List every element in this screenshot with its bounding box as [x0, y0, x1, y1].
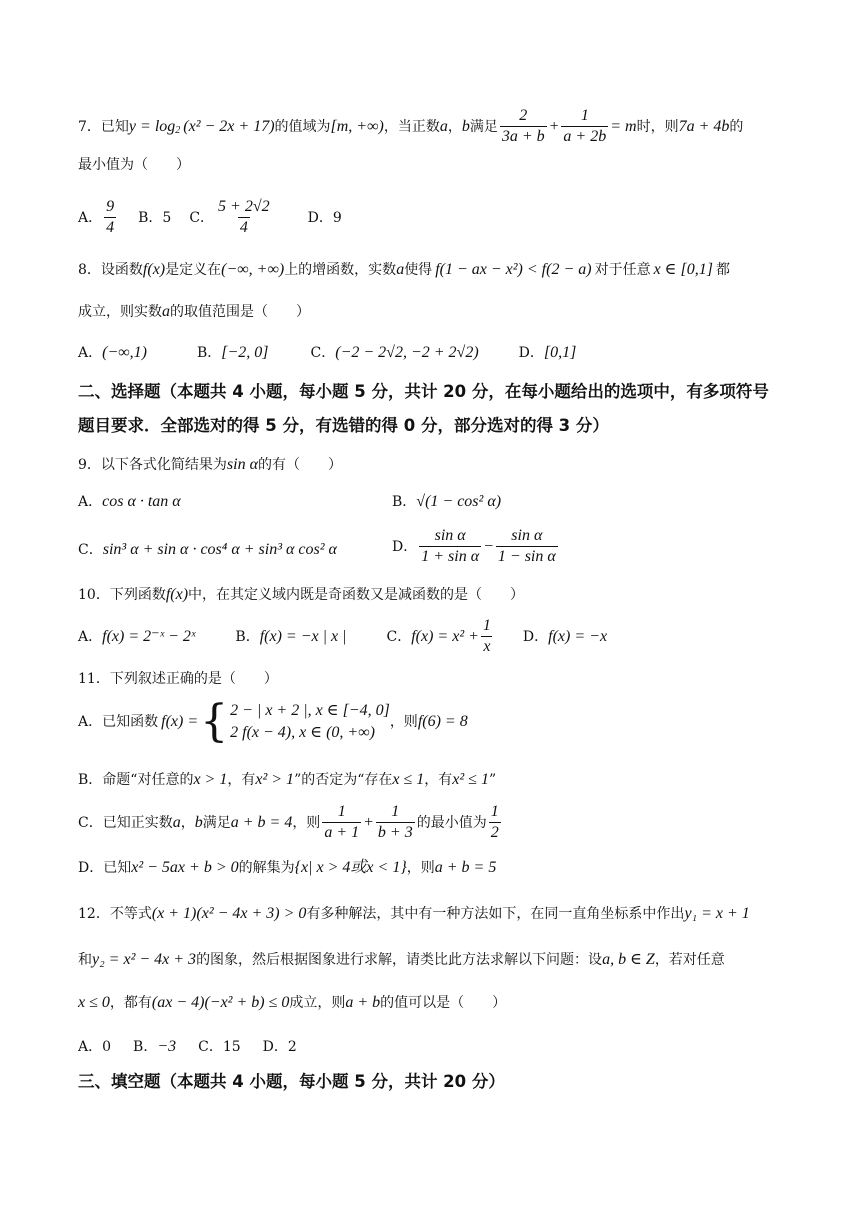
- math: a: [439, 117, 448, 135]
- text: C．已知正实数: [78, 814, 173, 831]
- option-c-label: C．: [310, 345, 336, 361]
- text: ，若对任意: [654, 952, 725, 968]
- math: = m: [610, 117, 637, 135]
- option-d: D．9: [307, 209, 342, 226]
- q12-stem-line1: [78, 906, 750, 922]
- math: a, b ∈ Z: [602, 951, 655, 968]
- text: 成立，则: [289, 995, 346, 1011]
- math: +: [548, 117, 560, 135]
- q8-options: [78, 345, 576, 361]
- option-b-label: B．: [133, 1039, 158, 1055]
- math: [m, +∞): [330, 117, 384, 135]
- q11-stem: [78, 672, 278, 686]
- case: 2 − | x + 2 |, x ∈ [−4, 0]: [230, 702, 390, 719]
- q10-stem: [78, 587, 524, 603]
- fraction: $\frac{\text{sin α}}{\text{1 − sin α}}$: [497, 527, 556, 565]
- option-b-label: B．: [235, 628, 260, 645]
- text: 10．下列函数: [78, 587, 166, 603]
- option-a: A．0: [78, 1039, 112, 1055]
- option-a-label: A．: [78, 494, 103, 510]
- math: f(x): [165, 586, 189, 603]
- math: y₁ = x + 1: [684, 905, 750, 922]
- text: 的图象，然后根据图象进行求解，请类比此方法求解以下问题：设: [196, 952, 603, 968]
- option-b: f(x) = −x | x |: [259, 627, 347, 645]
- text: 的: [729, 118, 744, 135]
- q11-option-c: [78, 804, 503, 841]
- q8-stem-line1: [78, 262, 730, 278]
- option-a-label: A．: [78, 628, 103, 645]
- q9-stem: [78, 457, 342, 473]
- math: (x + 1)(x² − 4x + 3) > 0: [151, 905, 307, 922]
- math: −: [483, 537, 494, 555]
- option-b-label: B．: [392, 494, 417, 510]
- math: {x| x > 4或x < 1}: [294, 859, 407, 876]
- math: x² ≤ 1: [452, 771, 489, 788]
- math: 7a + 4b: [678, 117, 730, 135]
- left-brace: {: [200, 696, 229, 747]
- text: B．命题“对任意的: [78, 772, 194, 788]
- option-c: C．15: [198, 1039, 241, 1055]
- text: 的解集为: [238, 860, 295, 876]
- math: f(x) =: [161, 713, 199, 730]
- text: D．已知: [78, 860, 132, 876]
- text: 满足: [469, 118, 498, 135]
- text: 的取值范围是（ ）: [170, 304, 310, 320]
- text: 12．不等式: [78, 906, 152, 922]
- q11-option-b: [78, 772, 496, 788]
- text: ”的否定为“存在: [294, 772, 393, 788]
- q9-option-c: [78, 542, 337, 558]
- math: y₂ = x² − 4x + 3: [92, 951, 197, 968]
- math: a: [172, 813, 181, 831]
- q9-option-b: [392, 494, 501, 510]
- text: 的最小值为: [416, 814, 487, 831]
- math: sin α: [226, 456, 258, 473]
- text: 有多种解法，其中有一种方法如下，在同一直角坐标系中作出: [306, 906, 685, 922]
- text: 满足: [202, 814, 231, 831]
- q9-option-d: [392, 528, 560, 565]
- math: (ax − 4)(−x² + b) ≤ 0: [151, 994, 290, 1011]
- option-a-label: A．: [78, 345, 103, 361]
- option-d-label: D．: [522, 628, 549, 645]
- text: ”: [488, 772, 497, 788]
- option-a: cos α · tan α: [102, 493, 181, 510]
- text: ，有: [227, 772, 256, 788]
- math: b: [461, 117, 470, 135]
- math: a: [162, 303, 170, 320]
- fraction: $\frac{1}{a + 1}$: [324, 803, 360, 841]
- option-d: [0,1]: [543, 344, 577, 361]
- fraction: $\frac{1}{x}$: [482, 617, 491, 655]
- fraction: $\frac{1}{b + 3}$: [377, 803, 413, 841]
- q11-option-a: [78, 696, 468, 747]
- text: 使得: [404, 262, 433, 278]
- q7-stem-line2: [78, 158, 190, 172]
- option-c-label: C．: [189, 209, 215, 226]
- math: b: [194, 813, 203, 831]
- option-c-label: C．: [78, 542, 103, 558]
- text: 的值域为: [274, 118, 331, 135]
- text: ，当正数: [383, 118, 440, 135]
- math: x ≤ 1: [392, 771, 425, 788]
- option-c-label: C．: [386, 628, 412, 645]
- fraction: $\frac{1}{2}$: [490, 803, 499, 841]
- q8-stem-line2: [78, 304, 310, 320]
- option-b-label: B．: [196, 345, 222, 361]
- text: 上的增函数，实数: [284, 262, 397, 278]
- option-c-value: $\frac{5 + 2√2}{4}$: [218, 198, 270, 236]
- q7-stem-line1: [78, 108, 743, 145]
- text: 9．以下各式化简结果为: [78, 457, 227, 473]
- math: a: [396, 261, 405, 278]
- text: 8．设函数: [78, 262, 143, 278]
- math: (−∞, +∞): [221, 261, 285, 278]
- math: x ≤ 0: [78, 994, 110, 1011]
- option-d-label: D．: [518, 345, 544, 361]
- math: +: [363, 813, 374, 831]
- fraction: $\frac{1}{a + 2b}$: [563, 107, 607, 145]
- option-a: (−∞,1): [102, 344, 147, 361]
- text: 是定义在: [165, 262, 222, 278]
- math: a + b = 4: [230, 813, 293, 831]
- option-a: f(x) = 2⁻ˣ − 2ˣ: [102, 627, 196, 645]
- text: ，则: [292, 814, 321, 831]
- q12-stem-line3: [78, 995, 506, 1011]
- option-c: sin³ α + sin α · cos⁴ α + sin³ α cos² α: [102, 541, 337, 558]
- math: a + b: [345, 994, 381, 1011]
- text: ，: [180, 814, 195, 831]
- section-heading-3: 三、填空题（本题共 4 小题，每小题 5 分，共计 20 分）: [78, 1072, 505, 1091]
- math: a + b = 5: [434, 859, 497, 876]
- q7-options: [78, 199, 342, 236]
- q12-options: [78, 1039, 297, 1055]
- text: A．已知函数: [78, 714, 159, 730]
- math: x² − 5ax + b > 0: [131, 859, 239, 876]
- math-sub: 2: [175, 124, 181, 136]
- math: f(6) = 8: [417, 713, 468, 730]
- text: 的值可以是（ ）: [380, 995, 507, 1011]
- text: 最小值为（ ）: [78, 157, 190, 173]
- option-c: (−2 − 2√2, −2 + 2√2): [335, 344, 479, 361]
- option-a-label: A．: [78, 209, 103, 226]
- text: 都: [715, 262, 730, 278]
- piecewise-cases: [230, 703, 390, 741]
- q11-option-d: [78, 860, 496, 876]
- math: y = log: [128, 117, 176, 135]
- q12-stem-line2: [78, 952, 725, 968]
- math: x > 1: [193, 771, 228, 788]
- option-d: f(x) = −x: [548, 627, 608, 645]
- math: f(1 − ax − x²) < f(2 − a): [435, 261, 592, 278]
- text: 的有（ ）: [258, 457, 342, 473]
- section-heading-line2: 题目要求．全部选对的得 5 分，有选错的得 0 分，部分选对的得 3 分）: [78, 416, 609, 435]
- math: (x² − 2x + 17): [183, 117, 275, 135]
- q10-options: [78, 618, 607, 655]
- text: ，: [447, 118, 462, 135]
- text: ，有: [424, 772, 453, 788]
- text: 7．已知: [78, 118, 129, 135]
- option-b: −3: [157, 1038, 177, 1055]
- text: 11．下列叙述正确的是（ ）: [78, 671, 278, 687]
- math: x ∈ [0,1]: [653, 261, 713, 278]
- case: 2 f(x − 4), x ∈ (0, +∞): [230, 724, 375, 741]
- option-b: [−2, 0]: [221, 344, 269, 361]
- text: ，都有: [109, 995, 152, 1011]
- q9-options-ab: [78, 494, 181, 510]
- text: ，则: [406, 860, 435, 876]
- text: 成立，则实数: [78, 304, 162, 320]
- option-b: √(1 − cos² α): [416, 493, 502, 510]
- text: 时，则: [636, 118, 679, 135]
- text: ，则: [389, 714, 418, 730]
- math: x² > 1: [255, 771, 295, 788]
- section-heading: 二、选择题（本题共 4 小题，每小题 5 分，共计 20 分，在每小题给出的选项中，有多项符号: [78, 382, 769, 401]
- text: 中，在其定义域内既是奇函数又是减函数的是（ ）: [188, 587, 525, 603]
- option-d-label: D．: [392, 538, 418, 555]
- fraction: $\frac{\text{sin α}}{\text{1 + sin α}}$: [421, 527, 480, 565]
- math: f(x): [142, 261, 166, 278]
- text: 对于任意: [594, 262, 651, 278]
- fraction: $\frac{2}{3a + b}$: [501, 107, 545, 145]
- option-a-value: $\frac{9}{4}$: [106, 198, 115, 236]
- option-c: f(x) = x² +: [411, 627, 479, 645]
- text: 和: [78, 952, 92, 968]
- option-b: B．5: [138, 209, 172, 226]
- option-d: D．2: [262, 1039, 297, 1055]
